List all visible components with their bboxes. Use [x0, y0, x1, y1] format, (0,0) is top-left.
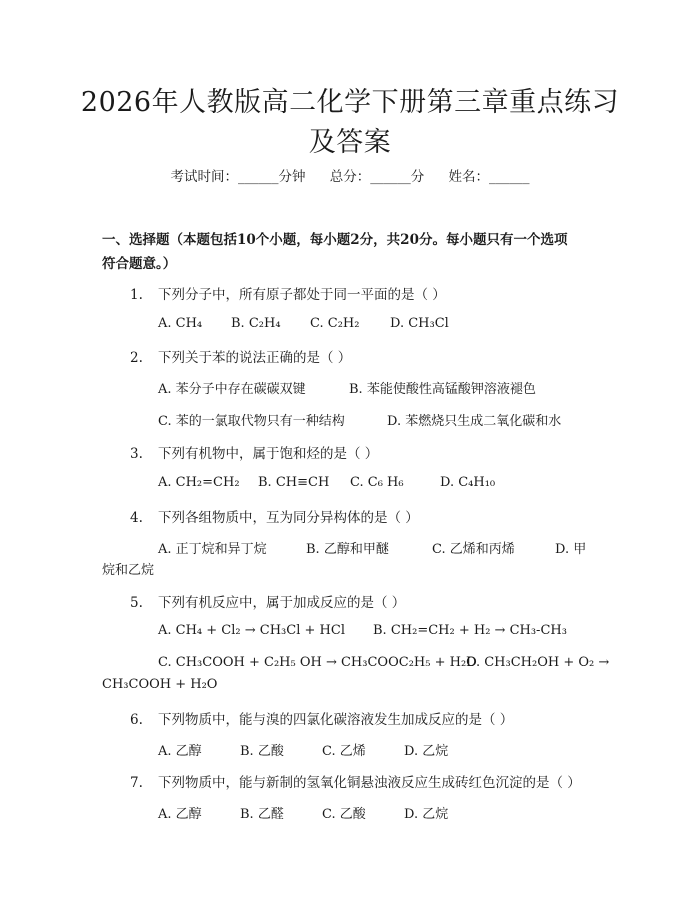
- question-3: [130, 442, 378, 462]
- question-stem: 下列有机反应中，属于加成反应的是（ ）: [158, 595, 406, 611]
- q3-option-c: C. C₆ H₆: [350, 475, 404, 490]
- total-score-field: 总分：______分: [329, 169, 425, 185]
- q1-option-b: B. C₂H₄: [231, 316, 281, 331]
- q2-option-d: D. 苯燃烧只生成二氧化碳和水: [387, 414, 562, 429]
- question-number: 1.: [130, 287, 143, 303]
- section-heading: [102, 228, 602, 276]
- q5-option-d-wrap: CH₃COOH + H₂O: [102, 677, 218, 692]
- q4-option-a: A. 正丁烷和异丁烷: [158, 542, 267, 557]
- q4-option-c: C. 乙烯和丙烯: [432, 542, 515, 557]
- q7-option-a: A. 乙醇: [158, 807, 202, 822]
- q4-option-d: D. 甲: [555, 542, 587, 557]
- question-7: [130, 771, 581, 791]
- question-number: 4.: [130, 510, 143, 526]
- question-stem: 下列分子中，所有原子都处于同一平面的是（ ）: [158, 287, 446, 303]
- question-stem: 下列各组物质中，互为同分异构体的是（ ）: [158, 510, 419, 526]
- question-2: [130, 346, 351, 366]
- q7-option-c: C. 乙酸: [322, 807, 366, 822]
- q6-option-b: B. 乙酸: [240, 744, 284, 759]
- document-title-line2: 及答案: [308, 127, 392, 158]
- q3-option-b: B. CH≡CH: [258, 475, 330, 490]
- q5-option-c: C. CH₃COOH + C₂H₅ OH → CH₃COOC₂H₅ + H₂O: [158, 655, 477, 670]
- question-stem: 下列物质中，能与新制的氢氧化铜悬浊液反应生成砖红色沉淀的是（ ）: [158, 775, 581, 791]
- q5-option-d: D. CH₃CH₂OH + O₂ →: [466, 655, 610, 670]
- question-4: [130, 506, 419, 526]
- question-stem: 下列关于苯的说法正确的是（ ）: [158, 350, 352, 366]
- section-heading-line2: 符合题意。）: [102, 256, 177, 272]
- question-number: 5.: [130, 595, 143, 611]
- question-1: [130, 283, 446, 303]
- q2-option-a: A. 苯分子中存在碳碳双键: [158, 382, 306, 397]
- q1-option-a: A. CH₄: [158, 316, 203, 331]
- q6-option-c: C. 乙烯: [322, 744, 366, 759]
- q5-option-a: A. CH₄ + Cl₂ → CH₃Cl + HCl: [158, 623, 345, 638]
- q1-option-c: C. C₂H₂: [310, 316, 360, 331]
- q7-option-b: B. 乙醛: [240, 807, 284, 822]
- q4-option-d-wrap: 烷和乙烷: [102, 563, 155, 578]
- section-heading-line1: 一、选择题（本题包括10个小题，每小题2分，共20分。每小题只有一个选项: [102, 232, 568, 248]
- question-number: 3.: [130, 446, 143, 462]
- exam-meta: [0, 165, 700, 185]
- question-stem: 下列有机物中，属于饱和烃的是（ ）: [158, 446, 379, 462]
- q2-option-b: B. 苯能使酸性高锰酸钾溶液褪色: [349, 382, 536, 397]
- question-6: [130, 708, 513, 728]
- exam-time-field: 考试时间：______分钟: [170, 169, 306, 185]
- q1-option-d: D. CH₃Cl: [390, 316, 449, 331]
- student-name-field: 姓名：______: [448, 169, 530, 185]
- q6-option-a: A. 乙醇: [158, 744, 202, 759]
- q2-option-c: C. 苯的一氯取代物只有一种结构: [158, 414, 345, 429]
- q5-option-b: B. CH₂=CH₂ + H₂ → CH₃-CH₃: [373, 623, 567, 638]
- question-number: 7.: [130, 775, 143, 791]
- q7-option-d: D. 乙烷: [404, 807, 449, 822]
- document-title-line1: 2026年人教版高二化学下册第三章重点练习: [80, 87, 620, 118]
- q6-option-d: D. 乙烷: [404, 744, 449, 759]
- question-stem: 下列物质中，能与溴的四氯化碳溶液发生加成反应的是（ ）: [158, 712, 514, 728]
- q3-option-d: D. C₄H₁₀: [440, 475, 496, 490]
- q4-option-b: B. 乙醇和甲醚: [306, 542, 389, 557]
- question-number: 6.: [130, 712, 143, 728]
- question-number: 2.: [130, 350, 143, 366]
- q3-option-a: A. CH₂=CH₂: [158, 475, 240, 490]
- question-5: [130, 591, 405, 611]
